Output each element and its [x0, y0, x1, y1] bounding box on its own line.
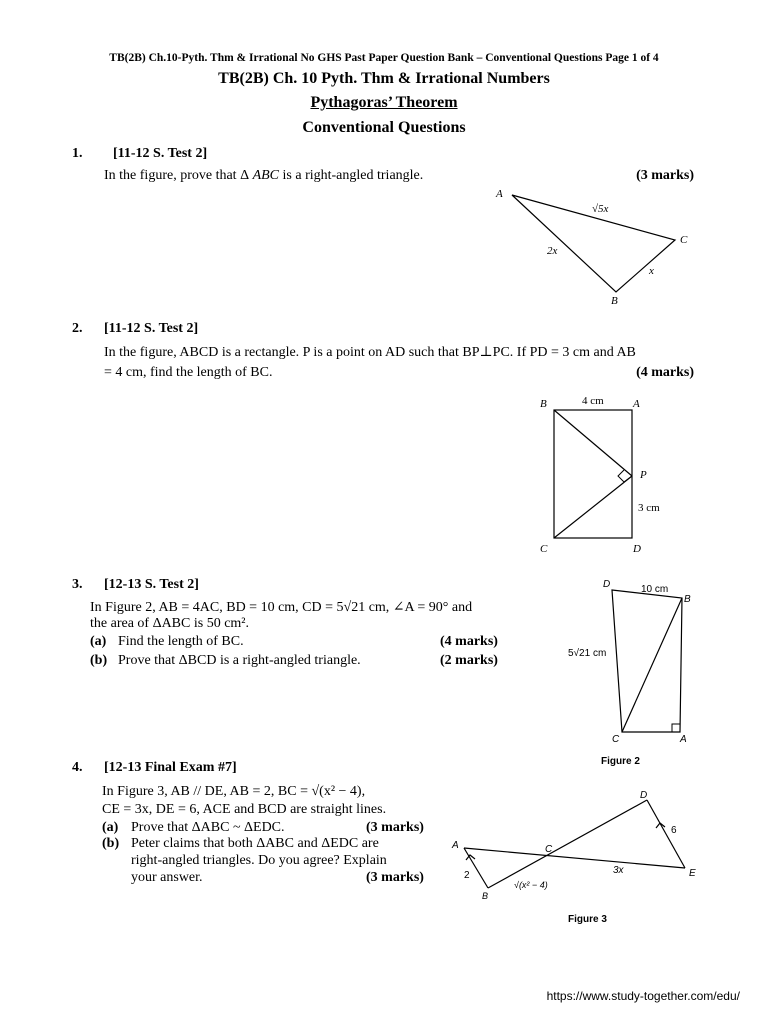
q3-label-A: A [680, 734, 687, 745]
q2-label-P: P [640, 469, 647, 481]
q4-a-marks: (3 marks) [366, 820, 424, 835]
q3-b-marks: (2 marks) [440, 653, 498, 668]
q2-label-B: B [540, 398, 547, 410]
q4-figure [440, 780, 710, 935]
q2-label-top: 4 cm [582, 395, 604, 407]
section-title: Conventional Questions [302, 119, 466, 136]
q3-a-marks: (4 marks) [440, 634, 498, 649]
q4-source: [12-13 Final Exam #7] [104, 760, 237, 775]
q3-caption: Figure 2 [601, 756, 640, 767]
q3-source: [12-13 S. Test 2] [104, 577, 199, 592]
q4-label-E: E [689, 868, 696, 879]
q1-label-ab: 2x [547, 245, 558, 257]
q3-b-text: Prove that ΔBCD is a right-angled triangle. [118, 653, 361, 668]
q3-line2: the area of ΔABC is 50 cm². [90, 616, 249, 631]
q2-label-right: 3 cm [638, 502, 660, 514]
q3-label-left: 5√21 cm [568, 648, 607, 659]
q4-b-text3: your answer. [131, 870, 203, 885]
q3-number: 3. [72, 577, 83, 592]
q3-label-D: D [603, 579, 611, 590]
q4-label-B: B [482, 891, 489, 901]
q3-b-label: (b) [90, 653, 108, 668]
q3-figure [560, 574, 710, 774]
q4-caption: Figure 3 [568, 914, 607, 925]
q4-label-ab: 2 [464, 870, 470, 881]
q4-label-D: D [640, 790, 648, 801]
q1-number: 1. [72, 146, 83, 161]
q4-label-de: 6 [671, 825, 677, 836]
footer-url[interactable]: https://www.study-together.com/edu/ [546, 989, 740, 1003]
q2-source: [11-12 S. Test 2] [104, 321, 199, 336]
q4-number: 4. [72, 760, 83, 775]
q1-label-bc: x [649, 265, 654, 277]
page-subtitle: Pythagoras’ Theorem [310, 94, 458, 111]
q4-line1: In Figure 3, AB // DE, AB = 2, BC = √(x² − 4), [102, 784, 366, 799]
q1-source: [11-12 S. Test 2] [113, 146, 208, 161]
q4-a-text: Prove that ΔABC ~ ΔEDC. [131, 820, 285, 835]
q2-line2: = 4 cm, find the length of BC. [104, 365, 273, 380]
q1-label-B: B [611, 295, 618, 307]
q1-text: In the figure, prove that Δ ABC is a right-angled triangle. [104, 168, 424, 183]
q2-number: 2. [72, 321, 83, 336]
q1-label-A: A [496, 188, 503, 200]
q2-label-A: A [633, 398, 640, 410]
page-title: TB(2B) Ch. 10 Pyth. Thm & Irrational Numbers [218, 70, 550, 87]
q1-label-ac: √5x [592, 203, 609, 215]
q2-label-C: C [540, 543, 548, 555]
page-header: TB(2B) Ch.10-Pyth. Thm & Irrational No GHS Past Paper Question Bank – Conventional Questions Page 1 of 4 [109, 52, 659, 64]
q4-b-marks: (3 marks) [366, 870, 424, 885]
q2-marks: (4 marks) [636, 365, 694, 380]
q4-label-C: C [545, 844, 553, 855]
q4-line2: CE = 3x, DE = 6, ACE and BCD are straight lines. [102, 802, 387, 817]
q2-figure [530, 390, 680, 560]
q4-b-label: (b) [102, 836, 120, 851]
q3-line1: In Figure 2, AB = 4AC, BD = 10 cm, CD = 5√21 cm, ∠A = 90° and [90, 600, 473, 615]
q3-a-label: (a) [90, 634, 107, 649]
q4-label-A: A [452, 840, 459, 851]
q3-label-B: B [684, 594, 691, 605]
q4-label-bc: √(x² − 4) [514, 880, 548, 890]
q3-label-top: 10 cm [641, 584, 669, 595]
q1-figure [480, 180, 710, 315]
q4-label-ce: 3x [613, 865, 624, 876]
q3-a-text: Find the length of BC. [118, 634, 244, 649]
q4-b-text2: right-angled triangles. Do you agree? Explain [131, 853, 387, 868]
q2-line1: In the figure, ABCD is a rectangle. P is a point on AD such that BP⊥PC. If PD = 3 cm and AB [104, 345, 636, 360]
q4-a-label: (a) [102, 820, 119, 835]
q1-marks: (3 marks) [636, 168, 694, 183]
q1-label-C: C [680, 234, 688, 246]
q2-label-D: D [633, 543, 641, 555]
q4-b-text1: Peter claims that both ΔABC and ΔEDC are [131, 836, 379, 851]
q3-label-C: C [612, 734, 620, 745]
